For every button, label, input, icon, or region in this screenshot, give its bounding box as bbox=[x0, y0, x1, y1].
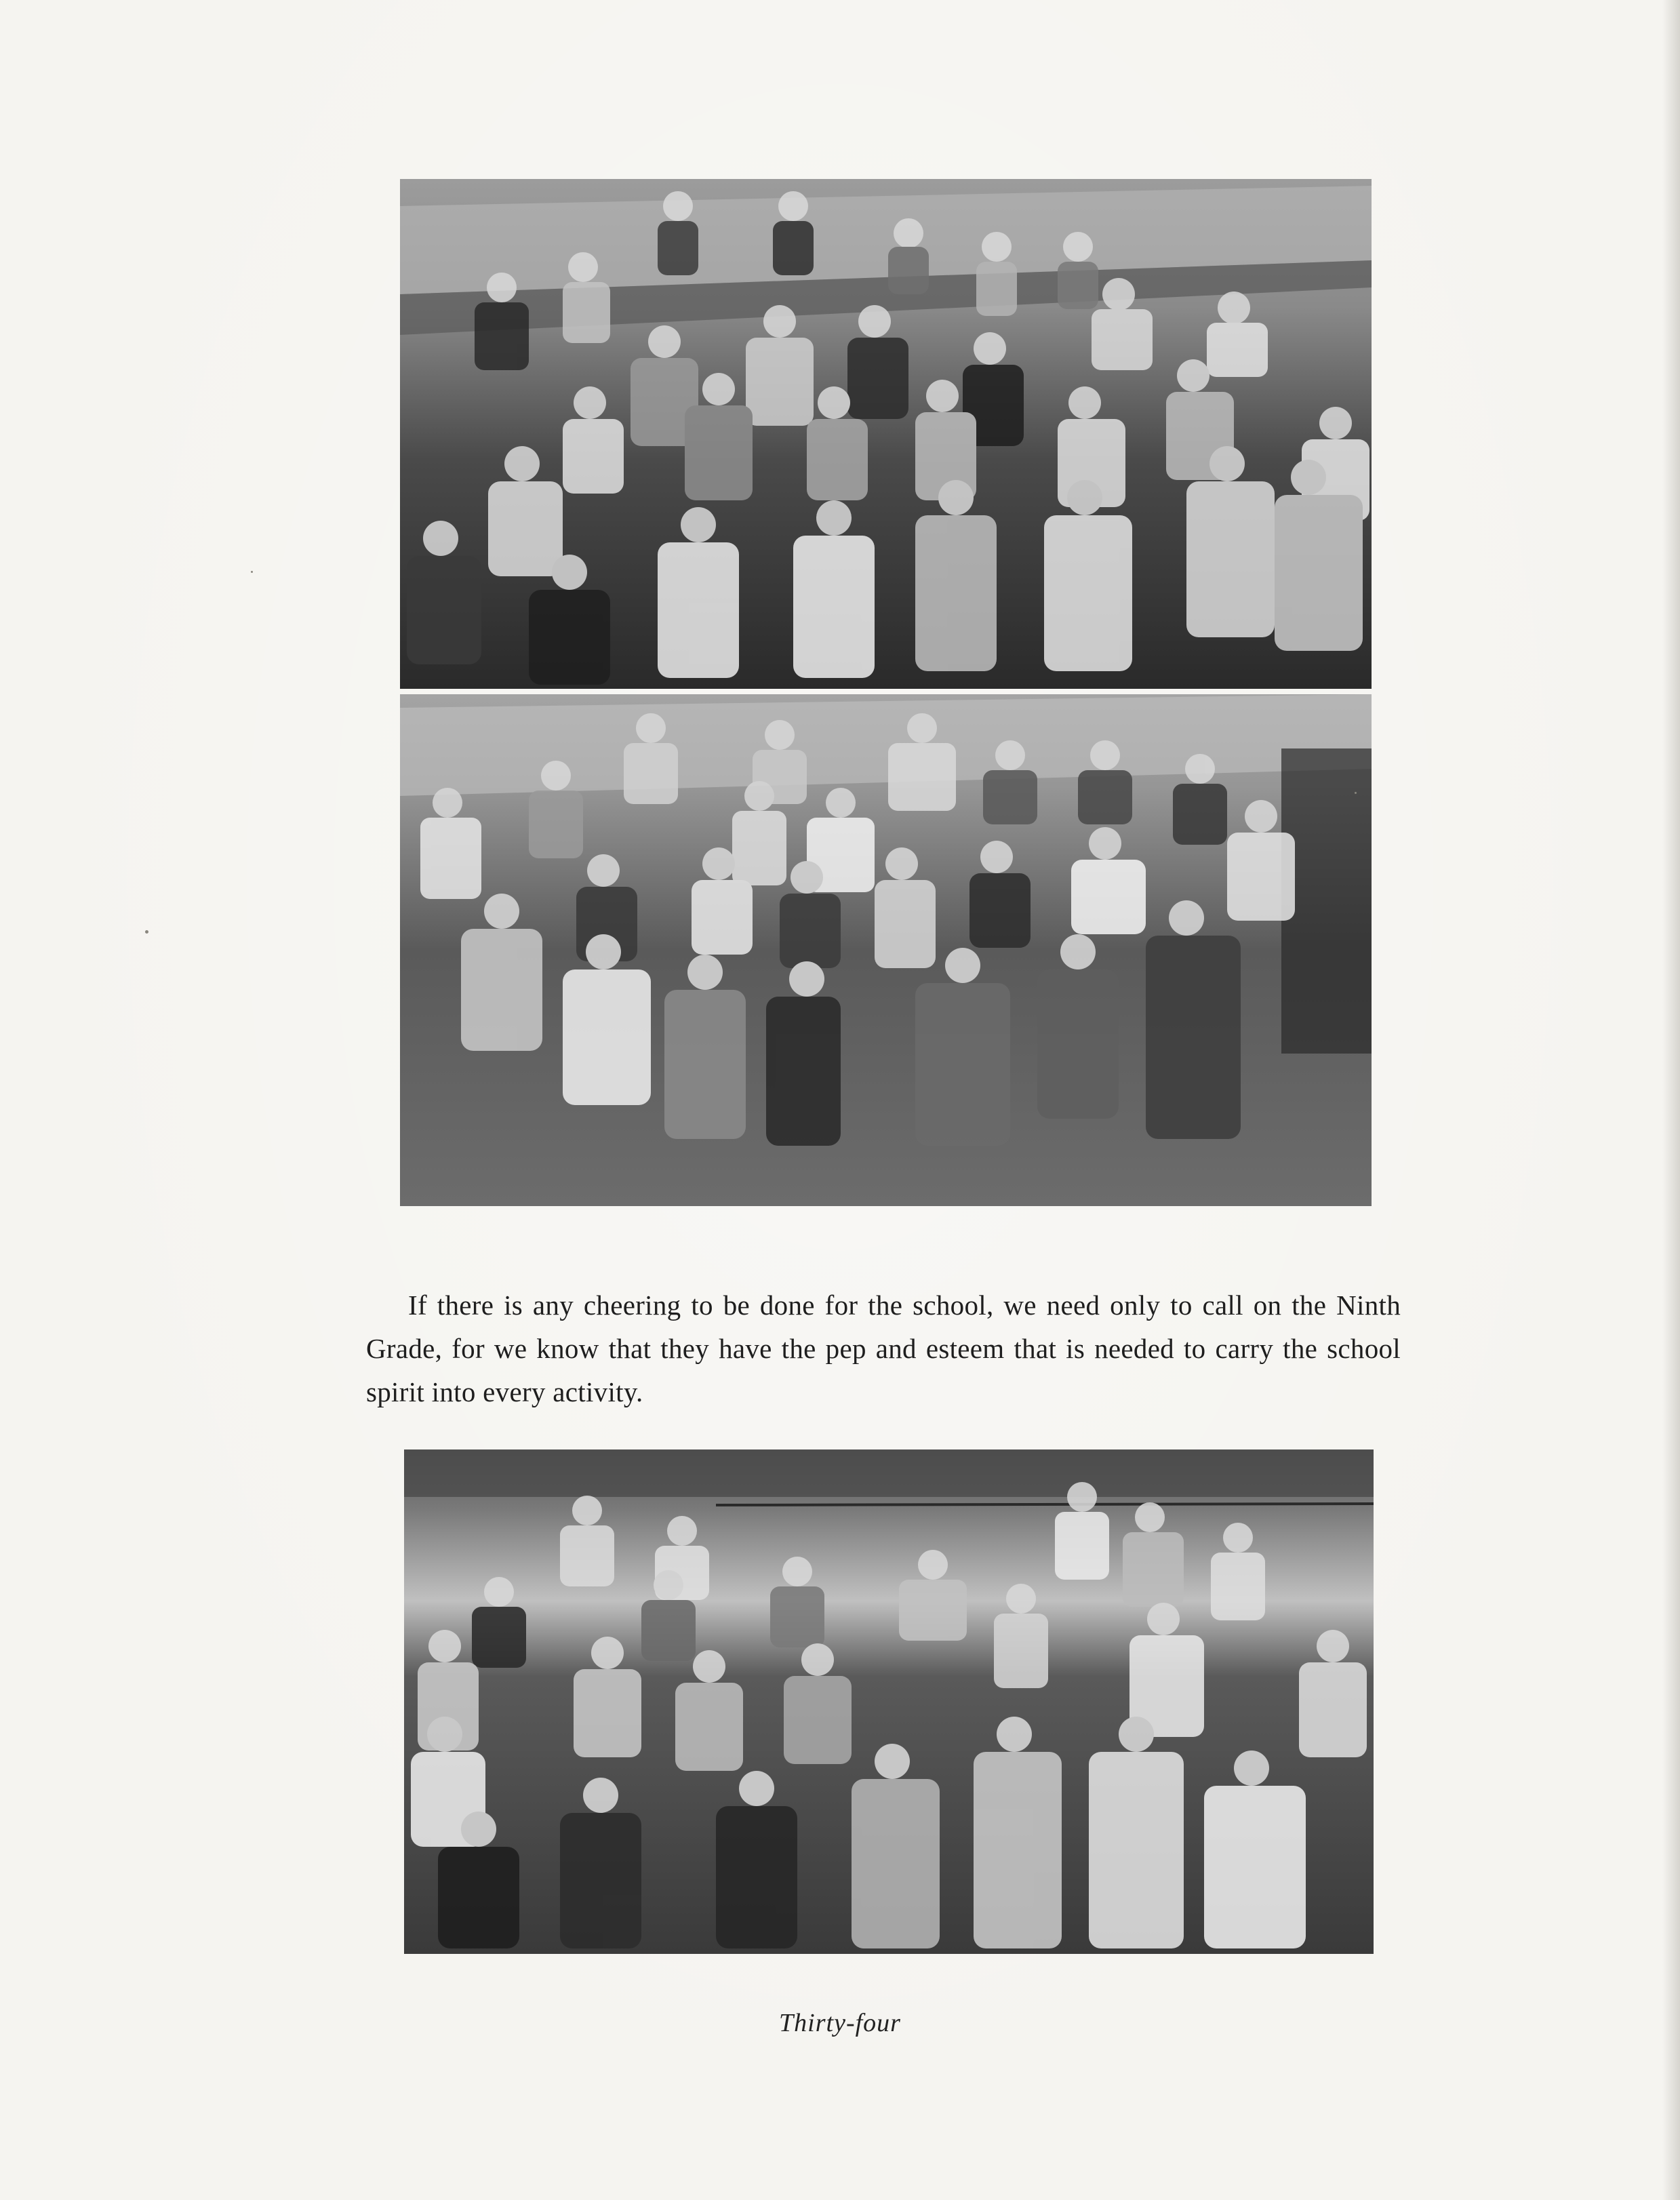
class-photo-bottom bbox=[404, 1449, 1374, 1954]
class-photo-middle-image bbox=[400, 694, 1372, 1206]
paper-speck bbox=[1355, 792, 1357, 794]
page-edge-shadow bbox=[1662, 0, 1680, 2200]
class-photo-top-image bbox=[400, 179, 1372, 689]
caption-paragraph: If there is any cheering to be done for the school, we need only to call on the Ninth Grade, for we know that they have the pep and esteem that is needed to carry the school spirit into every activity. bbox=[366, 1289, 1401, 1407]
paper-speck bbox=[145, 930, 148, 934]
class-photo-middle bbox=[400, 694, 1372, 1206]
page-number: Thirty-four bbox=[779, 2009, 901, 2037]
paper-speck bbox=[251, 571, 253, 573]
class-photo-bottom-image bbox=[404, 1449, 1374, 1954]
class-photo-top bbox=[400, 179, 1372, 689]
